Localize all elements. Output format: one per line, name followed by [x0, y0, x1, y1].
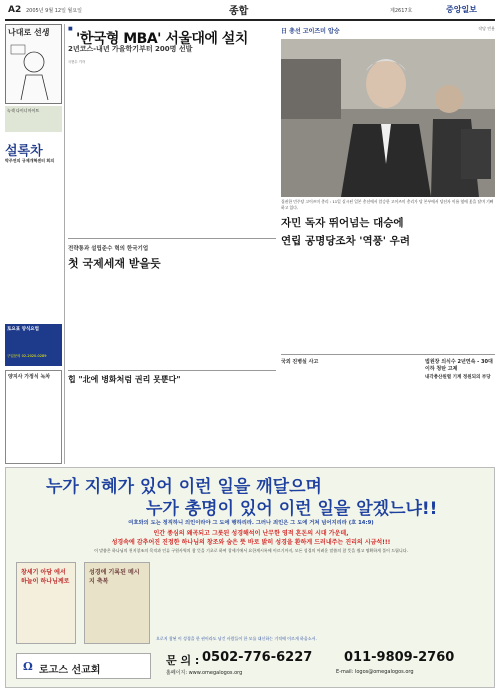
cartoon-box — [5, 24, 62, 104]
ad-phone-1: 0502-776-6227 — [202, 650, 313, 665]
ad-book-title: 토요표 양식요법 — [7, 327, 39, 332]
story3-body — [68, 389, 276, 469]
left-column — [5, 24, 62, 464]
header-rule — [5, 19, 495, 21]
main-body — [68, 60, 276, 210]
ad-tea — [5, 370, 62, 464]
story3-headline: 힙 "北에 병화처럼 권리 못뿐다" — [68, 374, 181, 384]
omega-logo-icon: Ω — [23, 660, 33, 673]
small-headline-2: 법원장 의식수 2년연속 - 30대 이하 청탄 고제 — [425, 359, 493, 372]
story-divider — [68, 238, 276, 239]
ad-body-text — [156, 562, 488, 632]
main-story — [68, 26, 276, 210]
page-number: A2 — [8, 5, 22, 15]
ad-email: E-mail: logos@omegalogos.org — [336, 669, 414, 675]
small-body-1 — [281, 366, 421, 461]
photo-credit: 작당 빈용 — [478, 26, 495, 31]
story-divider-2 — [68, 370, 276, 371]
col-divider — [64, 24, 65, 464]
right-headline-2: 연립 공명당조차 '역풍' 우려 — [281, 235, 410, 247]
advertisement — [5, 467, 495, 688]
column-headline: 박주연의 규제개혁센터 회의 — [5, 158, 55, 163]
photo-caption: 집권한 민주당 고이즈미 총리 : 11일 실시된 일본 총선에서 압승한 고이즈미 총리가 당 본부에서 당선자 이름 옆에 꽃을 달며 기뻐하고 있다. — [281, 199, 494, 210]
cartoon-title: 나대로 선생 — [8, 28, 50, 37]
ad-phone-label: 문 의 : — [166, 654, 200, 667]
cartoon-illustration — [6, 40, 61, 102]
ad-body: 이 말씀은 하나님의 천지창조의 목적과 인류 구원사역의 참 뜻을 기초로 하여 창세기에서 요한계시록에 이르기까지, 모든 성경의 어려운 말씀의 참 뜻을 쉽고 명확하게 풀어 드립니다. — [94, 548, 408, 553]
ad-org-box — [16, 653, 151, 679]
ad-website: 홈페이지: www.omegalogos.org — [166, 670, 243, 676]
main-headline: '한국형 MBA' 서울대에 설치 — [76, 31, 248, 47]
page-header — [0, 0, 500, 20]
ad-verse: 여호와의 도는 정직하니 의인이라야 그 도에 행하리라. 그러나 죄인은 그 도에 거쳐 넘어지리라 (호 14:9) — [128, 520, 374, 526]
story2-kicker: 전략통과 설립준수 혁의 한국기업 — [68, 246, 149, 252]
ad-greentea-text: 녹색 다이너마이트 — [7, 108, 40, 113]
small-headline-1: 국외 진병실 사고 — [281, 359, 319, 365]
column-title: 설록차 — [5, 144, 43, 159]
ad-tea-text: 양지사 가정식 녹차 — [8, 374, 51, 380]
right-headline-1: 자민 독자 뛰어넘는 대승에 — [281, 217, 404, 229]
ad-headline-1: 누가 지혜가 있어 이런 일을 깨달으며 — [46, 477, 322, 497]
column-body — [5, 158, 62, 318]
photo-story — [281, 26, 495, 216]
small-headline-3: 내각총산원렬 기계 정원되의 부당 — [425, 375, 491, 380]
ad-book-phone: 구입문의 02-2020-0289 — [7, 354, 47, 358]
ad-red-line-2: 성경속에 감추어진 진정한 하나님의 창조와 숨은 뜻 바로 밝히 성경을 환하게 드러내주는 진리의 시금석!!! — [111, 539, 391, 546]
right-divider — [281, 354, 495, 355]
small-body-2 — [425, 386, 495, 461]
issue-date: 2005년 9월 12일 월요일 — [26, 8, 83, 14]
main-byline: 국현수 기자 — [68, 60, 85, 64]
main-subtitle: 2년코스-내년 가을학기부터 200명 선발 — [68, 45, 193, 53]
section-title: 종합 — [229, 6, 249, 17]
paper-logo: 중앙일보 — [446, 4, 477, 14]
ad-book-cover-1 — [16, 562, 76, 644]
ad-greentea — [5, 106, 62, 132]
story2-headline: 첫 국제세재 받을듯 — [68, 257, 161, 270]
ad-red-line-1: 인간 종심의 왜곡되고 그릇된 성경해석이 난무한 영적 혼돈의 시대 가운데, — [153, 530, 349, 537]
ad-book-cover-2 — [84, 562, 150, 644]
koizumi-photo — [281, 39, 495, 197]
ad-headline-2: 누가 총명이 있어 이런 일을 알겠느냐!! — [146, 499, 438, 519]
main-kicker-icon: ■ — [68, 26, 73, 32]
photo-kicker: 日 총선 고이즈미 압승 — [281, 28, 340, 35]
ad-org-name: 로고스 선교회 — [39, 665, 101, 676]
ad-phone-2: 011-9809-2760 — [344, 650, 455, 665]
ad-book-title-2: 성경에 기록된 메시지 축복 — [89, 569, 140, 585]
issue-number: 제2617호 — [390, 8, 413, 14]
ad-tagline: 오로지 참된 이 성경을 한 권이라도 남긴 사람들이 한 모를 대신하는 기적에 이르게 하옵소서. — [156, 636, 317, 641]
story-3 — [68, 374, 276, 469]
right-story — [281, 215, 495, 341]
story2-body — [68, 277, 276, 372]
ad-book-title-1: 창세기 아담 에서 하늘이 하나님께로 — [21, 569, 70, 585]
story-2 — [68, 244, 276, 372]
ad-book — [5, 324, 62, 366]
small-news — [281, 358, 495, 464]
right-body — [281, 256, 495, 341]
